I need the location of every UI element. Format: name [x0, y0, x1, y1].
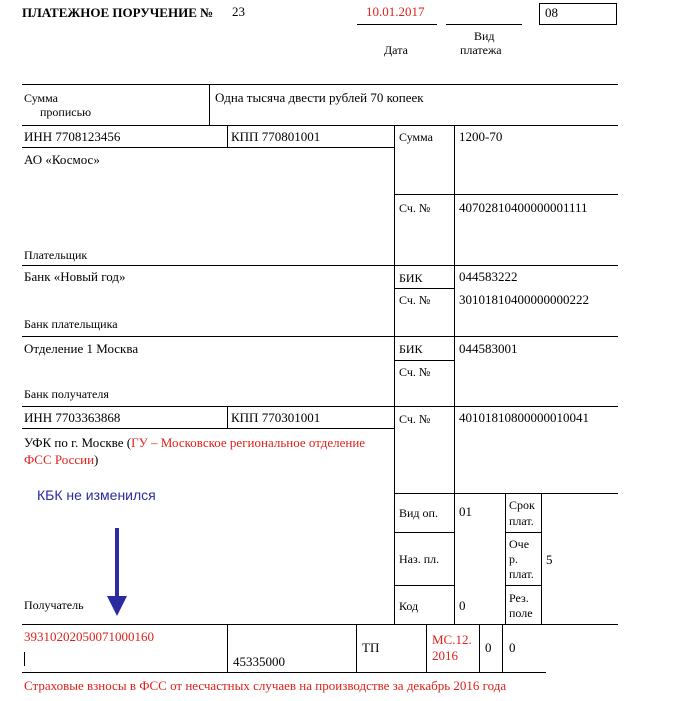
payer-bank-bik-label: БИК	[399, 271, 423, 285]
recipient-bank-bik-value: 044583001	[459, 341, 518, 356]
order-label-3: плат.	[509, 567, 534, 581]
payment-basis: ТП	[362, 640, 380, 655]
form-title: ПЛАТЕЖНОЕ ПОРУЧЕНИЕ №	[22, 5, 214, 20]
payer-bank-label: Банк плательщика	[24, 317, 118, 331]
document-date: 10.01.2017	[366, 4, 425, 19]
op-type-value: 01	[459, 504, 472, 519]
recipient-account-value: 40101810800000010041	[459, 410, 589, 425]
term-label: Срок	[509, 498, 535, 512]
kbk-annotation: КБК не изменился	[37, 487, 156, 503]
order-label-2: р.	[509, 552, 518, 566]
status-code: 08	[545, 5, 558, 20]
payer-account-label: Сч. №	[399, 201, 431, 215]
date-label: Дата	[384, 43, 408, 57]
amount-words-value: Одна тысяча двести рублей 70 копеек	[215, 90, 424, 105]
payer-label: Плательщик	[24, 248, 88, 262]
document-number-field: 0	[485, 640, 492, 655]
recipient-label: Получатель	[24, 598, 84, 612]
recipient-inn: ИНН 7703363868	[24, 410, 121, 425]
payer-bank-name: Банк «Новый год»	[24, 269, 126, 284]
tax-period-year: 2016	[432, 648, 458, 663]
document-number: 23	[232, 4, 245, 19]
payer-name: АО «Космос»	[24, 152, 100, 167]
payer-bank-account-label: Сч. №	[399, 293, 431, 307]
tax-period: МС.12.	[432, 632, 472, 647]
payment-purpose: Страховые взносы в ФСС от несчастных случаев на производстве за декабрь 2016 года	[24, 678, 507, 693]
recipient-name: УФК по г. Москве (ГУ – Московское региональное отделение ФСС России)	[24, 435, 366, 467]
code-label: Код	[399, 599, 419, 613]
payer-kpp: КПП 770801001	[231, 129, 321, 144]
code-value: 0	[459, 598, 466, 613]
sum-value: 1200-70	[459, 129, 503, 144]
oktmo-code: 45335000	[233, 654, 285, 669]
payment-type-label: Вид	[474, 29, 495, 43]
payer-account-value: 40702810400000001111	[459, 200, 588, 215]
sum-label: Сумма	[399, 130, 433, 144]
reserved-field-label-2: поле	[509, 606, 533, 620]
recipient-account-label: Сч. №	[399, 412, 431, 426]
purpose-code-label: Наз. пл.	[399, 552, 440, 566]
recipient-bank-bik-label: БИК	[399, 342, 423, 356]
recipient-kpp: КПП 770301001	[231, 410, 321, 425]
document-date-field: 0	[509, 640, 516, 655]
amount-words-label-2: прописью	[40, 105, 92, 119]
payment-type-label-2: платежа	[460, 43, 502, 57]
amount-words-label: Сумма	[24, 91, 58, 105]
kbk-code: 39310202050071000160	[24, 629, 154, 644]
recipient-bank-name: Отделение 1 Москва	[24, 341, 139, 356]
arrow-down-icon	[106, 528, 128, 618]
op-type-label: Вид оп.	[399, 506, 438, 520]
order-value: 5	[546, 552, 553, 567]
reserved-field-label: Рез.	[509, 591, 529, 605]
payer-inn: ИНН 7708123456	[24, 129, 121, 144]
order-label: Оче	[509, 537, 530, 551]
payer-bank-bik-value: 044583222	[459, 269, 518, 284]
recipient-bank-label: Банк получателя	[24, 387, 109, 401]
term-label-2: плат.	[509, 514, 534, 528]
payer-bank-account-value: 30101810400000000222	[459, 292, 589, 307]
recipient-bank-account-label: Сч. №	[399, 365, 431, 379]
